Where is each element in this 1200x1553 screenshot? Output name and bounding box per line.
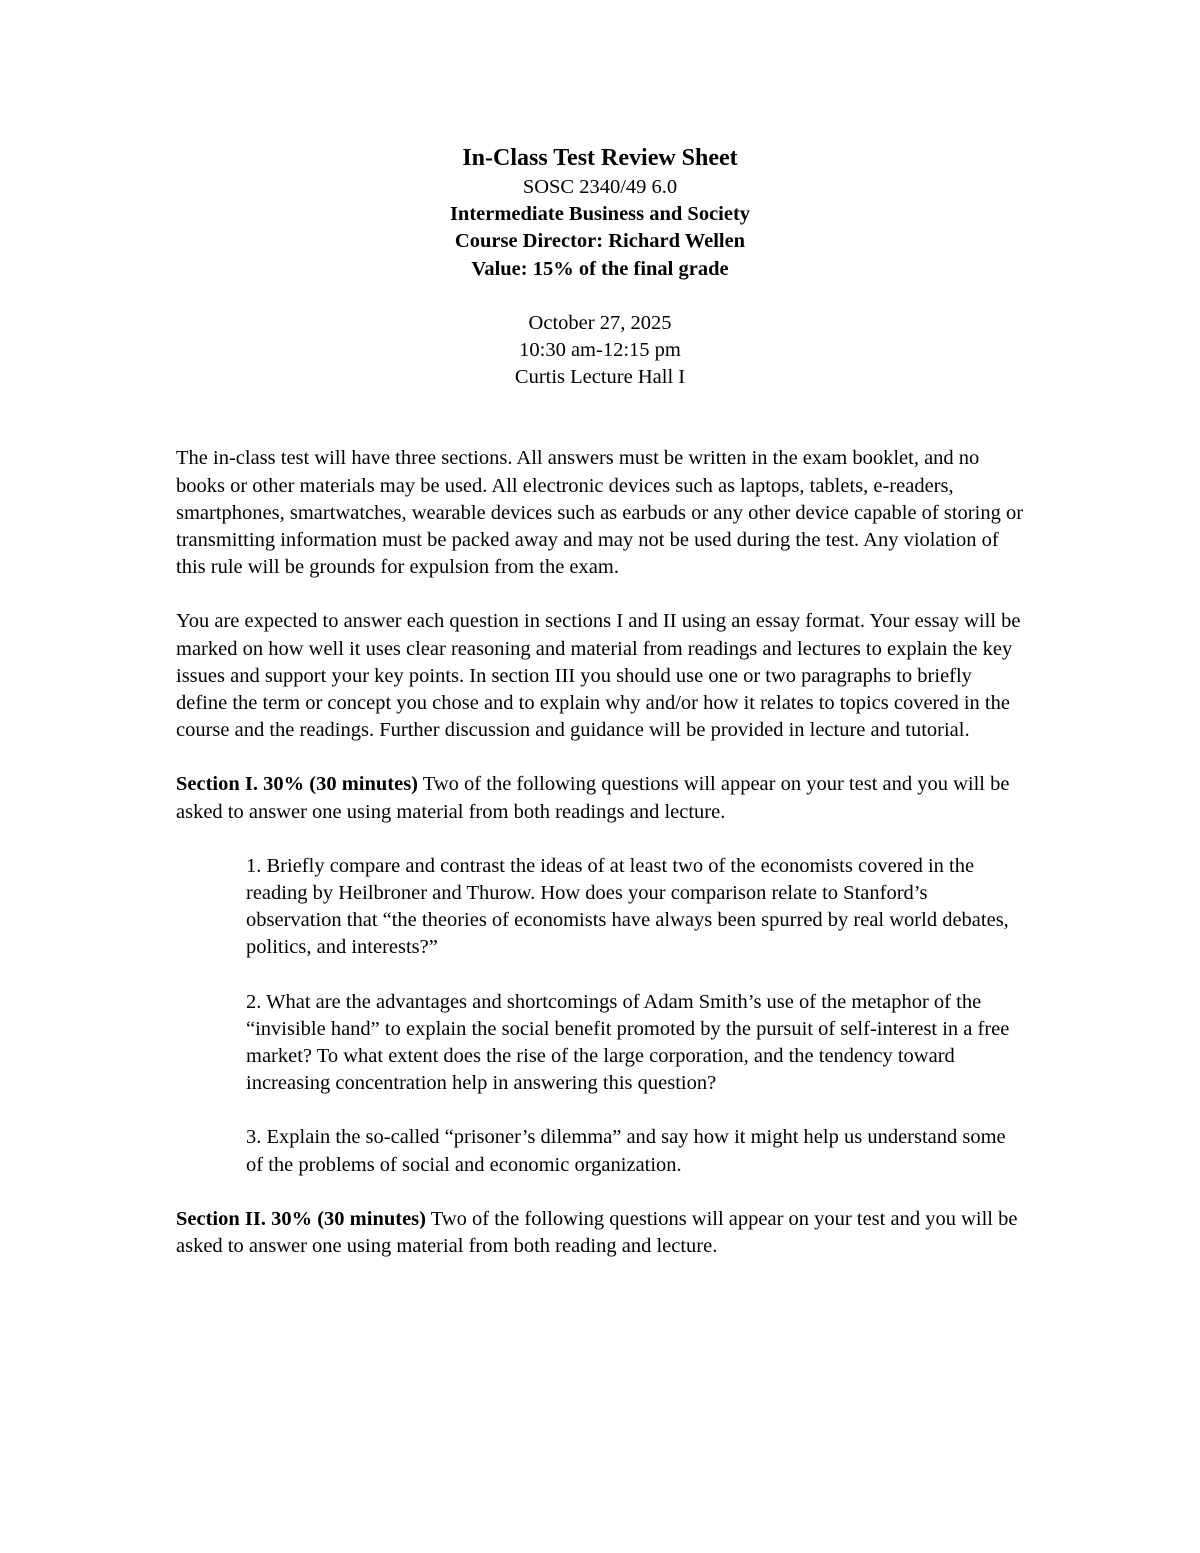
grade-value: Value: 15% of the final grade [471, 257, 729, 280]
intro-paragraph-rules: The in-class test will have three sections. All answers must be written in the exam booklet, and no books or other materials may be used. All electronic devices such as laptops, tablets, e-readers, smartphones, smartwatches, wearable devices such as earbuds or any other device capable of storing or transmitting information must be packed away and may not be used during the test. Any violation of this rule will be grounds for expulsion from the exam. [176, 447, 1024, 579]
section-1-question-1: 1. Briefly compare and contrast the ideas of at least two of the economists covered in the reading by Heilbroner and Thurow. How does your comparison relate to Stanford’s observation that “the theories of economists have always been spurred by real world debates, politics, and interests?” [246, 854, 1009, 959]
test-location: Curtis Lecture Hall I [514, 366, 686, 389]
course-code: SOSC 2340/49 6.0 [522, 176, 678, 198]
course-director: Course Director: Richard Wellen [454, 230, 746, 253]
section-2-intro [176, 1206, 1024, 1260]
document-header [176, 142, 1024, 391]
course-name: Intermediate Business and Society [449, 203, 751, 226]
section-1-intro [176, 771, 1024, 825]
section-1-heading: Section I. 30% (30 minutes) [176, 773, 419, 796]
section-1-text: Two of the following questions will appear on your test and you will be asked to answer one using material from both readings and lecture. [176, 773, 1010, 823]
intro-paragraph-format: You are expected to answer each question in sections I and II using an essay format. Your essay will be marked on how well it uses clear reasoning and material from readings and lectures to explain the key issues and support your key points. In section III you should use one or two paragraphs to briefly define the term or concept you chose and to explain why and/or how it relates to topics covered in the course and the readings. Further discussion and guidance will be provided in lecture and tutorial. [176, 610, 1021, 742]
section-1-question-3: 3. Explain the so-called “prisoner’s dilemma” and say how it might help us understand some of the problems of social and economic organization. [246, 1126, 1006, 1176]
test-time: 10:30 am-12:15 pm [519, 339, 681, 362]
test-date: October 27, 2025 [528, 311, 672, 334]
document-title: In-Class Test Review Sheet [462, 145, 738, 171]
section-2-text: Two of the following questions will appear on your test and you will be asked to answer one using material from both reading and lecture. [176, 1207, 1018, 1258]
section-2-heading: Section II. 30% (30 minutes) [176, 1207, 426, 1230]
document-page [176, 142, 1024, 1260]
section-1-question-2: 2. What are the advantages and shortcomings of Adam Smith’s use of the metaphor of the “invisible hand” to explain the social benefit promoted by the pursuit of self-interest in a free market? To what extent does the rise of the large corporation, and the tendency toward increasing concentration help in answering this question? [246, 990, 1010, 1095]
